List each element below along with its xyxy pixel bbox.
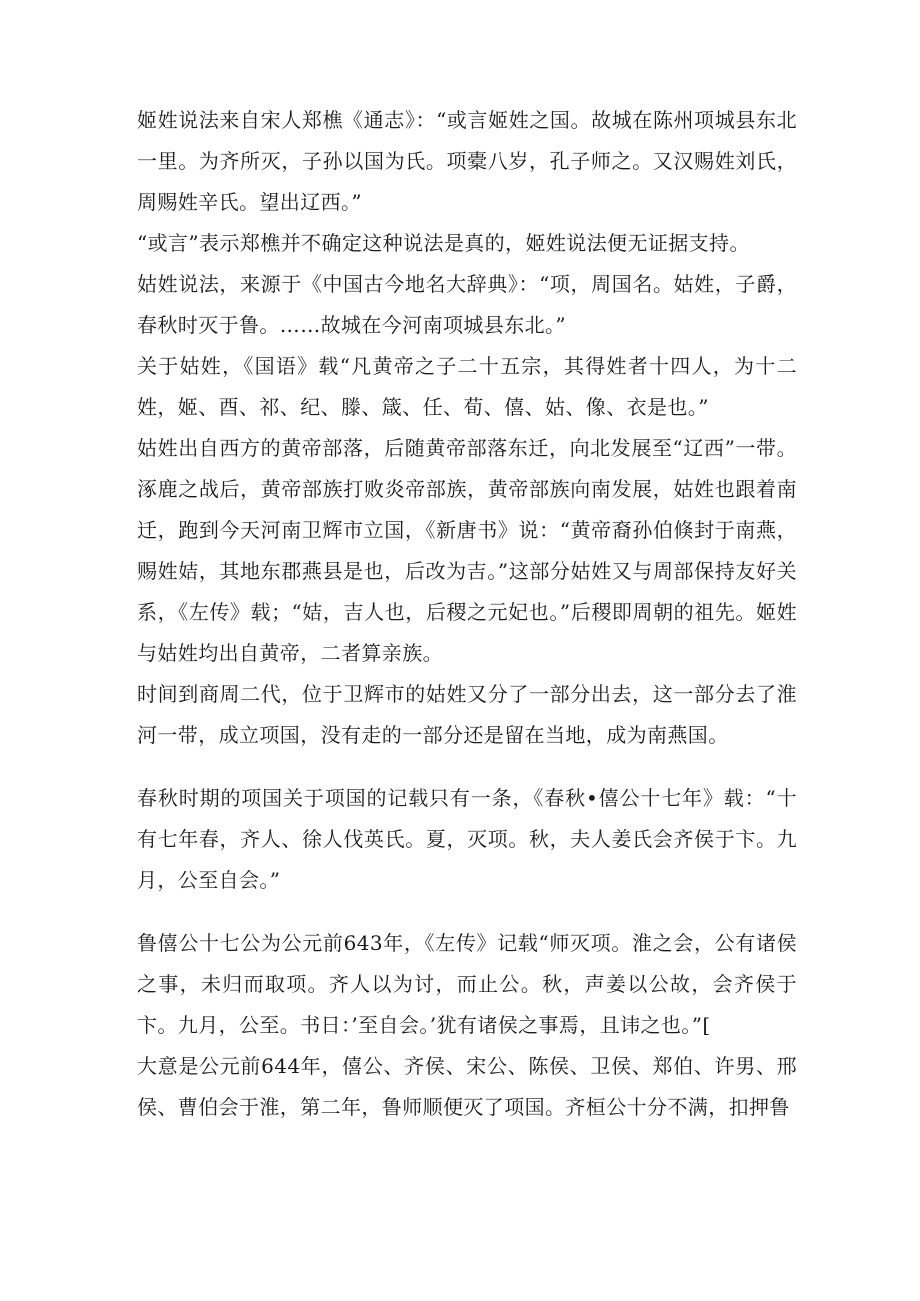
- paragraph-zuozhuan-record: 鲁僖公十七公为公元前643年，《左传》记载“师灭项。淮之会，公有诸侯之事，未归而取项。齐人以为讨，而止公。秋，声姜以公故，会齐侯于卞。九月，公至。书日：’至自会。’犹有诸侯之事焉，且讳之也。”[: [137, 931, 797, 1037]
- paragraph-guoyu-quote: 关于姑姓，《国语》载“凡黄帝之子二十五宗，其得姓者十四人，为十二姓，姬、酉、祁、纪、滕、箴、任、荀、僖、姑、像、衣是也。”: [137, 354, 797, 419]
- document-body: [137, 100, 797, 1128]
- paragraph-chunqiu-record: 春秋时期的项国关于项国的记载只有一条，《春秋•僖公十七年》载：“十有七年春，齐人、徐人伐英氏。夏，灭项。秋，夫人姜氏会齐侯于卞。九月，公至自会。”: [137, 786, 797, 892]
- paragraph-summary: 大意是公元前644年，僖公、齐侯、宋公、陈侯、卫侯、郑伯、许男、邢侯、曹伯会于淮，第二年，鲁师顺便灭了项国。齐桓公十分不满，扣押鲁: [137, 1054, 797, 1119]
- paragraph-ji-surname-origin: 姬姓说法来自宋人郑樵《通志》：“或言姬姓之国。故城在陈州项城县东北一里。为齐所灭，子孙以国为氏。项橐八岁，孔子师之。又汉赐姓刘氏，周赐姓辛氏。望出辽西。”: [137, 108, 797, 214]
- paragraph-gu-migration: 姑姓出自西方的黄帝部落，后随黄帝部落东迁，向北发展至“辽西”一带。涿鹿之战后，黄帝部族打败炎帝部族，黄帝部族向南发展，姑姓也跟着南迁，跑到今天河南卫辉市立国，《新唐书》说：“黄帝裔孙伯倏封于南燕，赐姓姞，其地东郡燕县是也，后改为吉。”这部分姑姓又与周部保持友好关系，《左传》载；“姞，吉人也，后稷之元妃也。”后稷即周朝的祖先。姬姓与姑姓均出自黄帝，二者算亲族。: [137, 436, 797, 665]
- paragraph-huoyan-note: “或言”表示郑樵并不确定这种说法是真的，姬姓说法便无证据支持。: [137, 231, 750, 255]
- paragraph-gu-surname-origin: 姑姓说法，来源于《中国古今地名大辞典》：“项，周国名。姑姓，子爵，春秋时灭于鲁。……故城在今河南项城县东北。”: [137, 272, 797, 337]
- paragraph-shang-zhou-split: 时间到商周二代，位于卫辉市的姑姓又分了一部分出去，这一部分去了淮河一带，成立项国，没有走的一部分还是留在当地，成为南燕国。: [137, 682, 797, 747]
